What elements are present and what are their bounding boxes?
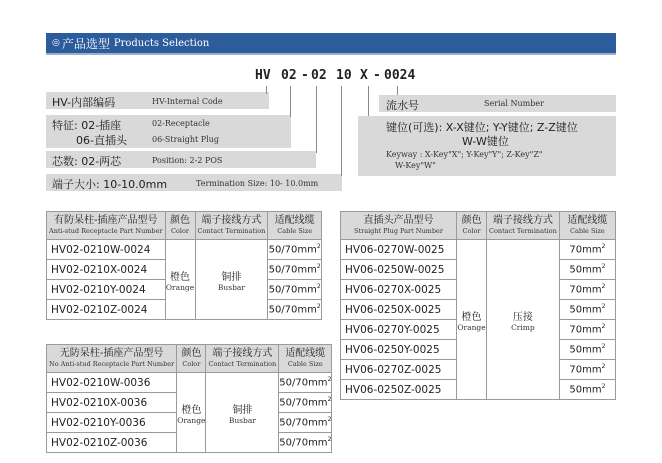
cable-size: $50mm^2$ <box>559 340 615 360</box>
col-part-number: 无防呆柱-插座产品型号 No Anti-stud Receptacle Part Number <box>47 345 177 373</box>
table-no-anti-stud-receptacle <box>46 344 332 453</box>
def-serial-en: Serial Number <box>484 99 544 108</box>
part-number: HV06-0270W-0025 <box>341 240 457 260</box>
code-key: X <box>360 68 368 83</box>
color-cell: 橙色 Orange <box>457 240 487 400</box>
def-term-cn: 端子大小: 10-10.0mm <box>52 178 168 191</box>
cable-size: $50mm^2$ <box>559 300 615 320</box>
col-color: 颜色 Color <box>177 345 206 373</box>
code-cores: 02 <box>311 68 327 83</box>
part-number: HV02-0210X-0024 <box>47 260 166 280</box>
def-term-en: Termination Size: 10- 10.0mm <box>196 179 319 188</box>
def-key-cn2: W-W键位 <box>462 135 509 148</box>
cable-size: $50mm^2$ <box>559 260 615 280</box>
def-feat-cn2: 06-直插头 <box>76 134 127 147</box>
part-number: HV02-0210Z-0024 <box>47 300 166 320</box>
def-serial-cn: 流水号 <box>386 99 419 112</box>
col-termination: 端子接线方式 Contact Termination <box>195 212 268 240</box>
part-number: HV02-0210Z-0036 <box>47 433 177 453</box>
code-feature: 02 <box>281 68 297 83</box>
bullet-icon: ◎ <box>52 38 60 48</box>
section-title-cn: 产品选型 <box>61 36 110 51</box>
cable-size: $50/70mm^2$ <box>268 260 322 280</box>
cable-size: $50/70mm^2$ <box>279 433 332 453</box>
connector-line <box>290 86 291 117</box>
termination-cell: 铜排 Busbar <box>206 373 279 453</box>
part-number: HV06-0250Z-0025 <box>341 380 457 400</box>
code-hv: HV <box>255 68 271 83</box>
col-color: 颜色 Color <box>165 212 195 240</box>
table-row <box>47 373 332 393</box>
table-row <box>47 240 322 260</box>
col-cable: 适配线缆 Cable Size <box>268 212 322 240</box>
table-anti-stud-receptacle <box>46 211 322 320</box>
termination-cell: 压接 Crimp <box>487 240 560 400</box>
code-dash: - <box>301 68 309 83</box>
cable-size: $70mm^2$ <box>559 240 615 260</box>
section-title-en: Products Selection <box>113 37 210 49</box>
col-part-number: 有防呆柱-插座产品型号 Anti-stud Receptacle Part Number <box>47 212 166 240</box>
part-number: HV06-0270Z-0025 <box>341 360 457 380</box>
code-dash: - <box>373 68 381 83</box>
part-number: HV02-0210X-0036 <box>47 393 177 413</box>
def-hv-en: HV-Internal Code <box>152 97 223 106</box>
def-core-en: Position: 2-2 POS <box>152 156 223 165</box>
section-header <box>46 33 616 53</box>
cable-size: $70mm^2$ <box>559 360 615 380</box>
def-key-en2: W-Key"W" <box>395 161 436 170</box>
def-feat-en1: 02-Receptacle <box>152 119 210 128</box>
def-hv-cn: HV-内部编码 <box>52 96 116 109</box>
col-termination: 端子接线方式 Contact Termination <box>487 212 560 240</box>
cable-size: $50/70mm^2$ <box>279 413 332 433</box>
col-part-number: 直插头产品型号 Straight Plug Part Number <box>341 212 457 240</box>
col-termination: 端子接线方式 Contact Termination <box>206 345 279 373</box>
part-number: HV06-0270X-0025 <box>341 280 457 300</box>
cable-size: $50/70mm^2$ <box>279 373 332 393</box>
color-cell: 橙色 Orange <box>177 373 206 453</box>
def-core-cn: 芯数: 02-两芯 <box>52 155 122 168</box>
cable-size: $50/70mm^2$ <box>268 280 322 300</box>
col-cable: 适配线缆 Cable Size <box>279 345 332 373</box>
cable-size: $70mm^2$ <box>559 320 615 340</box>
part-number: HV02-0210Y-0024 <box>47 280 166 300</box>
cable-size: $50/70mm^2$ <box>268 300 322 320</box>
table-straight-plug <box>340 211 616 400</box>
code-term: 10 <box>336 68 352 83</box>
connector-line <box>266 86 267 94</box>
part-number: HV06-0270Y-0025 <box>341 320 457 340</box>
def-feat-en2: 06-Straight Plug <box>152 135 219 144</box>
cable-size: $70mm^2$ <box>559 280 615 300</box>
def-key-en1: Keyway : X-Key"X"; Y-Key"Y"; Z-Key"Z" <box>386 150 543 159</box>
cable-size: $50/70mm^2$ <box>268 240 322 260</box>
table-row <box>341 240 616 260</box>
col-cable: 适配线缆 Cable Size <box>559 212 615 240</box>
part-number: HV06-0250X-0025 <box>341 300 457 320</box>
header-underline <box>46 53 616 55</box>
part-number: HV06-0250W-0025 <box>341 260 457 280</box>
part-number: HV02-0210Y-0036 <box>47 413 177 433</box>
part-number: HV06-0250Y-0025 <box>341 340 457 360</box>
cable-size: $50/70mm^2$ <box>279 393 332 413</box>
col-color: 颜色 Color <box>457 212 487 240</box>
termination-cell: 铜排 Busbar <box>195 240 268 320</box>
connector-line <box>316 86 317 153</box>
part-number: HV02-0210W-0024 <box>47 240 166 260</box>
def-feat-cn1: 特征: 02-插座 <box>52 119 122 132</box>
code-serial: 0024 <box>384 68 416 83</box>
def-key-cn1: 键位(可选): X-X键位; Y-Y键位; Z-Z键位 <box>386 121 578 134</box>
color-cell: 橙色 Orange <box>165 240 195 320</box>
cable-size: $50mm^2$ <box>559 380 615 400</box>
part-number: HV02-0210W-0036 <box>47 373 177 393</box>
connector-line <box>341 86 342 176</box>
